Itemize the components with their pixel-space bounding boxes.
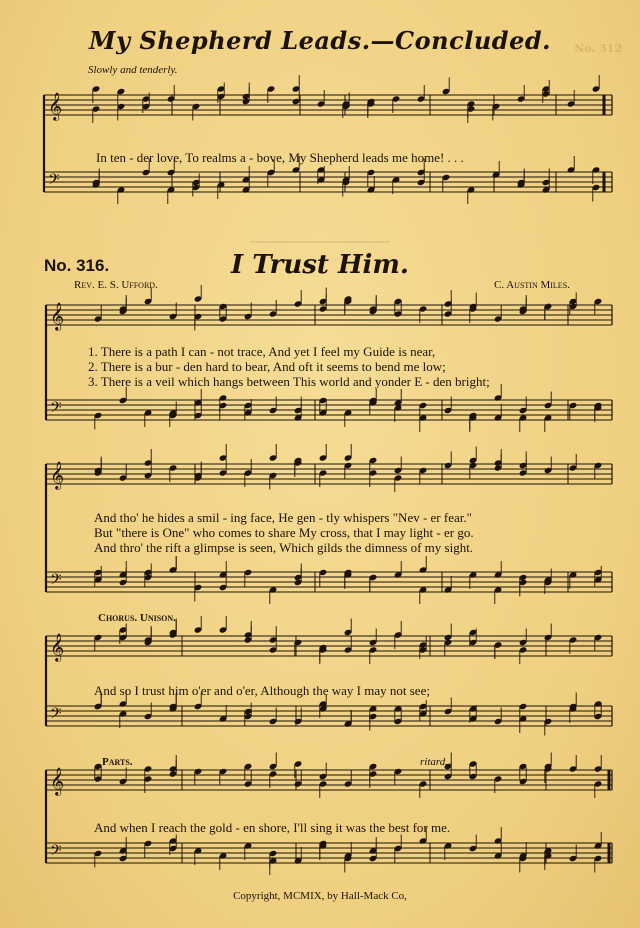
copyright-notice: Copyright, MCMIX, by Hall-Mack Co,	[233, 890, 407, 902]
tempo-marking: Slowly and tenderly.	[88, 64, 178, 76]
treble-clef: 𝄞	[50, 633, 65, 661]
treble-clef: 𝄞	[48, 92, 63, 120]
final-lyric: And when I reach the gold - en shore, I'll sing it was the best for me.	[94, 820, 451, 835]
lyric-verse-2: But "there is One" who comes to share My cross, that I may light - er go.	[94, 525, 474, 540]
lyricist-credit: Rev. E. S. Ufford.	[74, 279, 158, 291]
chorus-lyric: And so I trust him o'er and o'er, Although the way I may not see;	[94, 683, 430, 698]
hymn-title-concluded: My Shepherd Leads.—Concluded.	[89, 26, 551, 55]
bass-clef: 𝄢	[50, 842, 62, 863]
bass-clef: 𝄢	[50, 705, 62, 726]
treble-clef: 𝄞	[50, 767, 65, 795]
lyric-verse-1: And tho' he hides a smil - ing face, He gen - tly whispers "Nev - er fear."	[94, 510, 472, 525]
lyric-verse-3: 3. There is a veil which hangs between This world and yonder E - den bright;	[88, 374, 490, 389]
lyric-verse-3: And thro' the rift a glimpse is seen, Which gilds the dimness of my sight.	[94, 540, 474, 555]
bleed-through-text: No. 312	[574, 42, 622, 55]
bass-clef: 𝄢	[50, 571, 62, 592]
treble-clef: 𝄞	[50, 461, 65, 489]
chorus-label: Chorus. Unison.	[98, 612, 176, 624]
lyric-verse-2: 2. There is a bur - den hard to bear, And oft it seems to bend me low;	[88, 359, 446, 374]
hymn-title: I Trust Him.	[231, 250, 409, 280]
composer-credit: C. Austin Miles.	[494, 279, 570, 291]
lyric-verse-1: 1. There is a path I can - not trace, And yet I feel my Guide is near,	[88, 344, 436, 359]
bass-clef: 𝄢	[48, 171, 60, 192]
lyric-line: In ten - der love, To realms a - bove, My Shepherd leads me home! . . .	[96, 150, 464, 165]
parts-label: Parts.	[102, 756, 133, 768]
treble-clef: 𝄞	[50, 302, 65, 330]
ritard-marking: ritard.	[420, 756, 449, 768]
hymn-number: No. 316.	[44, 256, 110, 275]
bass-clef: 𝄢	[50, 399, 62, 420]
